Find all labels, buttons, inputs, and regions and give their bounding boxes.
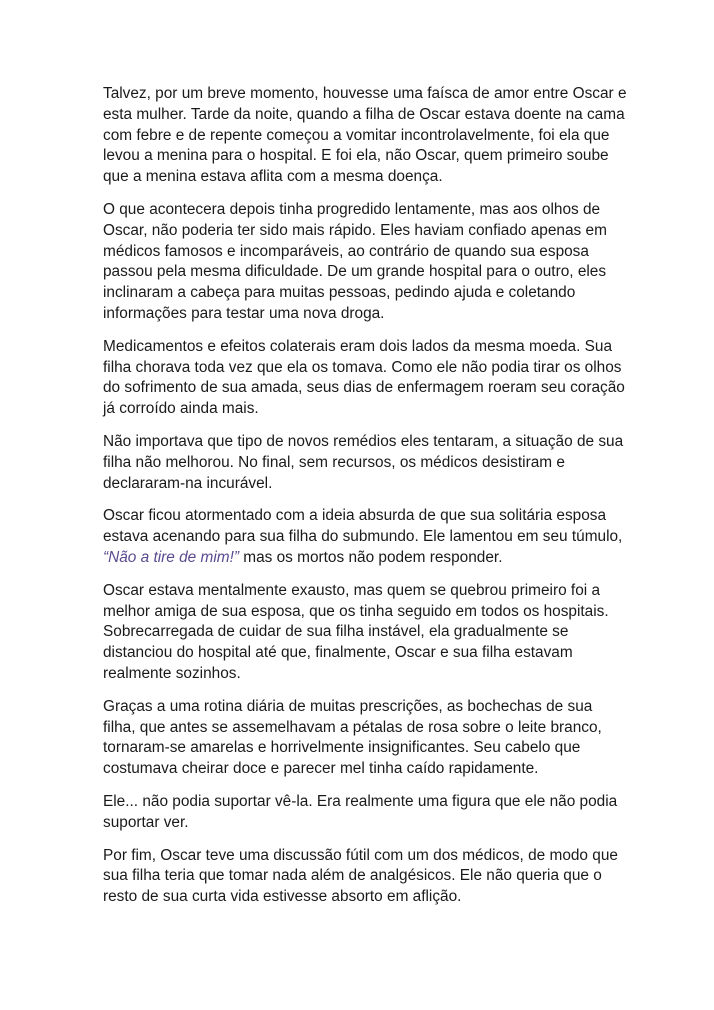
paragraph-7: Graças a uma rotina diária de muitas prescrições, as bochechas de sua filha, que antes se assemelhavam a pétalas de rosa sobre o leite branco, tornaram-se amarelas e horrivelmente insignificantes. Seu cabelo que costumava cheirar doce e parecer mel tinha caído rapidamente. [103, 697, 602, 778]
paragraph-2: O que acontecera depois tinha progredido lentamente, mas aos olhos de Oscar, não poderia ter sido mais rápido. Eles haviam confiado apenas em médicos famosos e incomparáveis, ao contrário de quando sua esposa passou pela mesma dificuldade. De um grande hospital para o outro, eles inclinaram a cabeça para muitas pessoas, pedindo ajuda e coletando informações para testar uma nova droga. [103, 200, 607, 322]
paragraph-5-text-before: Oscar ficou atormentado com a ideia absurda de que sua solitária esposa estava acenando para sua filha do submundo. Ele lamentou em seu túmulo, [103, 507, 623, 546]
quoted-dialogue: “Não a tire de mim!” [103, 548, 239, 566]
document-body [103, 84, 628, 920]
paragraph-6: Oscar estava mentalmente exausto, mas quem se quebrou primeiro foi a melhor amiga de sua esposa, que os tinha seguido em todos os hospitais. Sobrecarregada de cuidar de sua filha instável, ela gradualmente se distanciou do hospital até que, finalmente, Oscar e sua filha estavam realmente sozinhos. [103, 581, 609, 682]
paragraph-1: Talvez, por um breve momento, houvesse uma faísca de amor entre Oscar e esta mulher. Tarde da noite, quando a filha de Oscar estava doente na cama com febre e de repente começou a vomitar incontrolavelmente, foi ela que levou a menina para o hospital. E foi ela, não Oscar, quem primeiro soube que a menina estava aflita com a mesma doença. [103, 85, 627, 186]
paragraph-5-text-after: mas os mortos não podem responder. [238, 548, 503, 566]
paragraph-5 [103, 506, 628, 568]
paragraph-8: Ele... não podia suportar vê-la. Era realmente uma figura que ele não podia suportar ver. [103, 792, 618, 831]
paragraph-4: Não importava que tipo de novos remédios eles tentaram, a situação de sua filha não melhorou. No final, sem recursos, os médicos desistiram e declararam-na incurável. [103, 432, 624, 492]
paragraph-3: Medicamentos e efeitos colaterais eram dois lados da mesma moeda. Sua filha chorava toda vez que ela os tomava. Como ele não podia tirar os olhos do sofrimento de sua amada, seus dias de enfermagem roeram seu coração já corroído ainda mais. [103, 337, 625, 418]
paragraph-9: Por fim, Oscar teve uma discussão fútil com um dos médicos, de modo que sua filha teria que tomar nada além de analgésicos. Ele não queria que o resto de sua curta vida estivesse absorto em aflição. [103, 846, 618, 906]
